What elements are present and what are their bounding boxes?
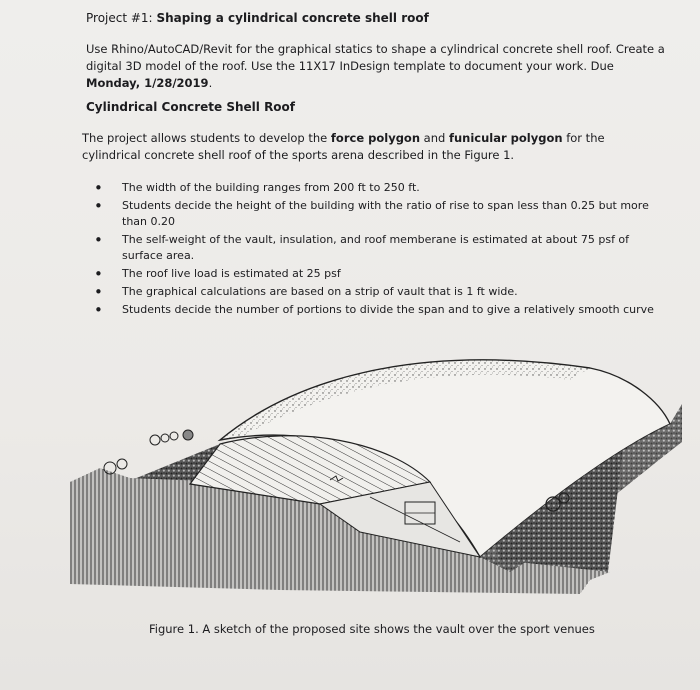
list-item: • The graphical calculations are based on a strip of vault that is 1 ft wide. (92, 284, 662, 300)
due-date: Monday, 1/28/2019 (86, 76, 209, 90)
project-and: and (420, 131, 449, 145)
force-polygon-term: force polygon (330, 131, 421, 145)
list-item: • The roof live load is estimated at 25 psf (92, 266, 662, 282)
project-title-text: Shaping a cylindrical concrete shell roof (156, 11, 429, 25)
figure-caption: Figure 1. A sketch of the proposed site shows the vault over the sport venues (149, 622, 595, 636)
intro-text: Use Rhino/AutoCAD/Revit for the graphical statics to shape a cylindrical concrete shell roof. Create a digital 3D model of the roof. Use the 11X17 InDesign template to document your work. Due (86, 42, 665, 73)
list-item: • The width of the building ranges from 200 ft to 250 ft. (92, 180, 662, 196)
list-item: • The self-weight of the vault, insulation, and roof memberane is estimated at about 75 psf of surface area. (92, 232, 662, 264)
requirements-list (92, 180, 662, 320)
vault-sketch (70, 332, 690, 602)
list-item: • Students decide the number of portions to divide the span and to give a relatively smooth curve (92, 302, 662, 318)
project-text-1: The project allows students to develop the (82, 131, 331, 145)
project-title (86, 11, 429, 25)
funicular-polygon-term: funicular polygon (448, 131, 563, 145)
project-description (82, 130, 662, 164)
intro-text-end: . (208, 76, 213, 90)
list-item: • Students decide the height of the building with the ratio of rise to span less than 0.25 but more than 0.20 (92, 198, 662, 230)
project-title-prefix: Project #1: (86, 11, 153, 25)
section-heading: Cylindrical Concrete Shell Roof (86, 100, 296, 114)
project-text-2: for the cylindrical concrete shell roof of the sports arena described in the Figure 1. (82, 131, 605, 162)
assignment-intro (86, 41, 666, 92)
